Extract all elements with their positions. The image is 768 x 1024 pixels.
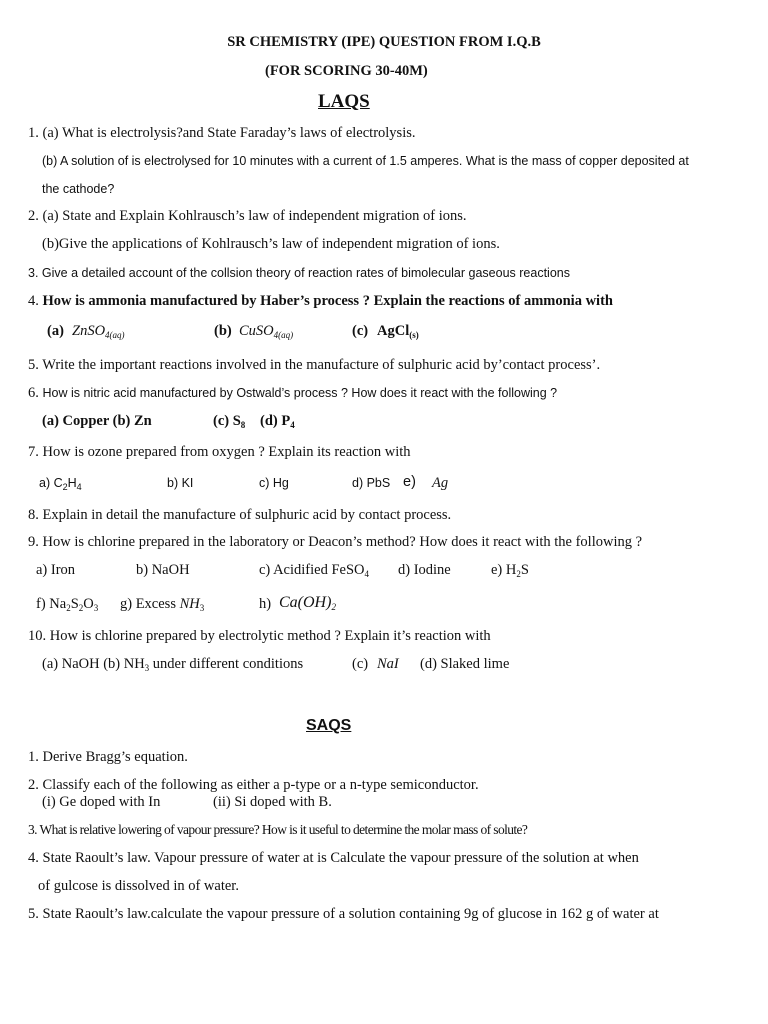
- q10-opt-c-formula: NaI: [377, 656, 399, 672]
- saqs-q2-options: [0, 793, 768, 813]
- q9-opt-g-label: g) Excess: [120, 596, 176, 612]
- q9-opt-g: [120, 595, 204, 613]
- q4-opt-a-label: (a): [47, 323, 64, 339]
- q9-opt-a: a) Iron: [36, 562, 76, 578]
- q9-opt-e-tail: S: [520, 562, 529, 578]
- laqs-q5: 5. Write the important reactions involved in the manufacture of sulphuric acid by’contact process’.: [28, 357, 601, 373]
- saqs-q2: 2. Classify each of the following as either a p-type or a n-type semiconductor.: [28, 777, 479, 793]
- q7-opt-b: b) KI: [167, 476, 194, 490]
- q7-opt-a: [39, 474, 82, 492]
- saqs-q5: 5. State Raoult’s law.calculate the vapour pressure of a solution containing 9g of glucose in 162 g of water at: [28, 906, 659, 922]
- laqs-q3: 3. Give a detailed account of the collsion theory of reaction rates of bimolecular gaseous reactions: [28, 266, 570, 280]
- saqs-q3: 3. What is relative lowering of vapour pressure? How is it useful to determine the molar mass of solute?: [28, 822, 528, 837]
- q4-opt-b-sub: 4(aq): [273, 330, 294, 340]
- q9-opt-c-main: c) Acidified FeSO: [259, 562, 365, 578]
- q6-opt-c-sub: 8: [240, 420, 246, 430]
- q4-text: How is ammonia manufactured by Haber’s process ? Explain the reactions of ammonia with: [42, 293, 613, 309]
- q7-opt-e-label: e): [403, 474, 416, 490]
- q7-opt-a-c: a) C: [39, 476, 63, 490]
- laqs-q8: 8. Explain in detail the manufacture of sulphuric acid by contact process.: [28, 507, 452, 523]
- q10-opt-ab-main: (a) NaOH (b) NH: [42, 656, 145, 672]
- q6-opt-d: [260, 412, 295, 430]
- q6-text: How is nitric acid manufactured by Ostwald’s process ? How does it react with the following ?: [42, 386, 558, 400]
- laqs-q10: 10. How is chlorine prepared by electrolytic method ? Explain it’s reaction with: [28, 628, 491, 644]
- q7-opt-a-sub2: 4: [76, 482, 82, 492]
- q9-opt-h-main: Ca(OH): [279, 594, 332, 611]
- q9-opt-e: [491, 561, 529, 579]
- laqs-q2a: 2. (a) State and Explain Kohlrausch’s law of independent migration of ions.: [28, 208, 467, 224]
- q9-opt-f-sub1: 2: [66, 603, 71, 613]
- q9-opt-f-sub3: 3: [93, 603, 99, 613]
- q7-opt-c: c) Hg: [259, 476, 289, 490]
- q9-opt-f-s: S: [70, 596, 79, 612]
- saqs-heading: SAQS: [306, 717, 352, 734]
- q10-opt-d: (d) Slaked lime: [420, 656, 510, 672]
- saqs-q4-line1: 4. State Raoult’s law. Vapour pressure of water at is Calculate the vapour pressure of the solution at when: [28, 850, 639, 866]
- q4-opt-a-main: ZnSO: [72, 323, 106, 339]
- q9-opt-d: d) Iodine: [398, 562, 451, 578]
- q10-opt-ab: [42, 655, 303, 673]
- q4-opt-c-sub: (s): [409, 330, 419, 340]
- q7-opt-d: d) PbS: [352, 476, 391, 490]
- q4-opt-c-formula: [377, 322, 419, 340]
- laqs-q6: [28, 384, 557, 402]
- laqs-q1b-line1: (b) A solution of is electrolysed for 10 minutes with a current of 1.5 amperes. What is the mass of copper deposited at: [42, 154, 689, 168]
- q9-opt-g-formula: NH: [179, 596, 200, 612]
- q9-opt-g-sub: 3: [199, 603, 205, 613]
- laqs-q9: 9. How is chlorine prepared in the laboratory or Deacon’s method? How does it react with the following ?: [28, 534, 643, 550]
- q4-opt-c-label: (c): [352, 323, 369, 339]
- q9-opt-h-formula: [279, 594, 336, 612]
- document-title: SR CHEMISTRY (IPE) QUESTION FROM I.Q.B: [227, 34, 541, 50]
- q9-opt-f: [36, 595, 98, 613]
- q6-opt-c: [213, 412, 245, 430]
- saqs-q4-line2: of gulcose is dissolved in of water.: [38, 878, 239, 894]
- laqs-heading: LAQS: [318, 91, 370, 112]
- q10-opt-c-label: (c): [352, 656, 369, 672]
- q9-opt-h-sub: 2: [331, 602, 336, 612]
- q4-opt-c-main: AgCl: [377, 323, 410, 339]
- q4-number: 4.: [28, 293, 39, 309]
- q7-opt-a-sub1: 2: [62, 482, 68, 492]
- q9-opt-f-sub2: 2: [78, 603, 84, 613]
- q6-opt-c-main: (c) S: [213, 413, 241, 429]
- laqs-q4: [28, 292, 613, 310]
- q6-opt-d-main: (d) P: [260, 413, 291, 429]
- q4-opt-b-main: CuSO: [239, 323, 274, 339]
- saqs-q2-opt-i: (i) Ge doped with In: [42, 794, 161, 810]
- saqs-q2-opt-ii: (ii) Si doped with B.: [213, 794, 332, 810]
- q9-opt-h-label: h): [259, 596, 272, 612]
- document-subtitle: (FOR SCORING 30-40M): [265, 63, 428, 79]
- q6-opt-ab: (a) Copper (b) Zn: [42, 413, 152, 429]
- q6-number: 6.: [28, 385, 39, 401]
- q9-opt-c: [259, 561, 369, 579]
- q4-options: [0, 322, 768, 344]
- q7-options: [0, 474, 768, 496]
- q9-opt-f-o: O: [83, 596, 94, 612]
- q10-opt-ab-tail: under different conditions: [152, 656, 304, 672]
- q6-opt-d-sub: 4: [290, 420, 295, 430]
- q4-opt-b-formula: [239, 322, 293, 340]
- q9-options-row1: [0, 561, 768, 583]
- q7-opt-a-h: H: [67, 476, 77, 490]
- q7-opt-e-value: Ag: [432, 475, 449, 491]
- q4-opt-a-sub: 4(aq): [105, 330, 125, 340]
- saqs-q1: 1. Derive Bragg’s equation.: [28, 749, 188, 765]
- q9-opt-c-sub: 4: [364, 569, 370, 579]
- q6-options: [0, 412, 768, 434]
- laqs-q1a: 1. (a) What is electrolysis?and State Faraday’s laws of electrolysis.: [28, 125, 416, 141]
- laqs-q7: 7. How is ozone prepared from oxygen ? Explain its reaction with: [28, 444, 411, 460]
- laqs-q1b-line2: the cathode?: [42, 182, 115, 196]
- q4-opt-a-formula: [72, 322, 125, 340]
- q9-opt-f-na: f) Na: [36, 596, 67, 612]
- q9-opt-e-main: e) H: [491, 562, 517, 578]
- laqs-q2b: (b)Give the applications of Kohlrausch’s law of independent migration of ions.: [42, 236, 500, 252]
- q10-options: [0, 655, 768, 677]
- q9-opt-e-sub: 2: [516, 569, 521, 579]
- q10-opt-ab-sub: 3: [144, 663, 150, 673]
- q9-opt-b: b) NaOH: [136, 562, 190, 578]
- q9-options-row2: [0, 595, 768, 619]
- q4-opt-b-label: (b): [214, 323, 232, 339]
